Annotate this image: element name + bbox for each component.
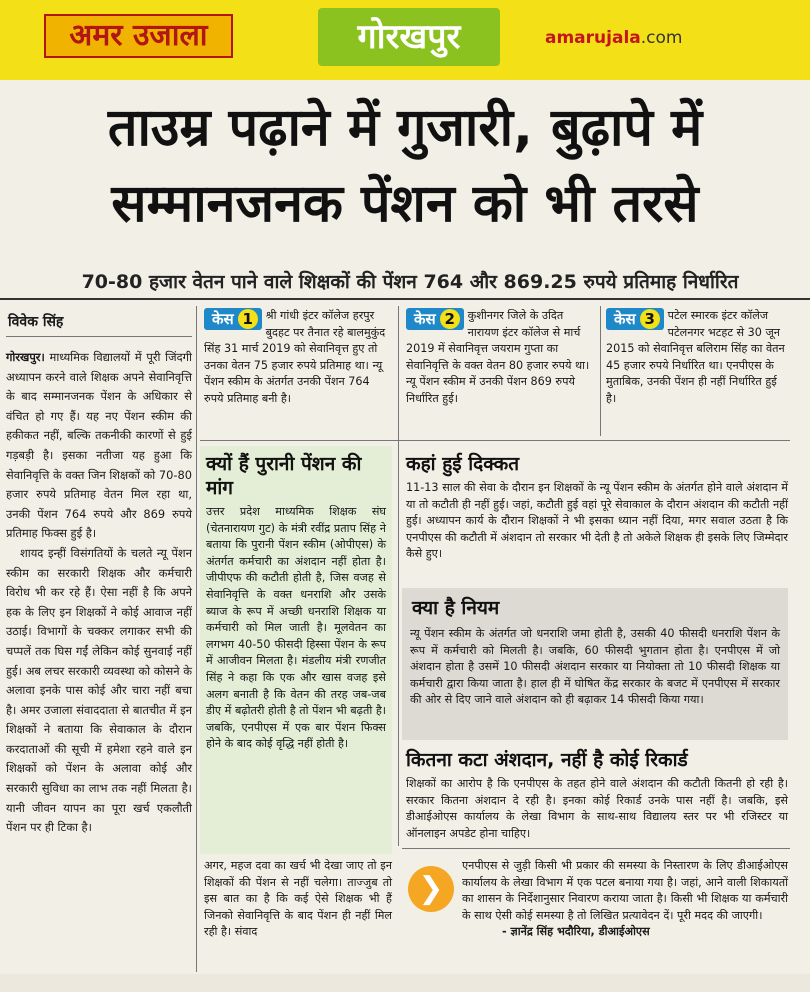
main-story-para-1: माध्यमिक विद्यालयों में पूरी जिंदगी अध्यापन करने वाले शिक्षक अपने सेवानिवृत्ति के बाद सम्मानजनक पेंशन के अधिकार से वंचित हो गए हैं। यह नए पेंशन स्कीम की हकीकत नहीं, बल्कि तकनीकी कारणों से हुई गड़बड़ी है। इसका नतीजा यह हुआ कि सेवानिवृत्ति के वक्त जिन शिक्षकों को 70-80 हजार रुपये प्रतिमाह वेतन मिल रहा था, उनकी पेंशन 764 रुपये और 869 रुपये प्रतिमाह फिक्स हुई है। xyxy=(6,350,192,541)
case-3 xyxy=(606,308,790,407)
main-story xyxy=(6,348,192,838)
divider xyxy=(0,298,810,300)
rule-box xyxy=(402,588,788,740)
byline: विवेक सिंह xyxy=(8,314,64,330)
old-pension-text: उत्तर प्रदेश माध्यमिक शिक्षक संघ (चेतनारायण गुट) के मंत्री रवींद्र प्रताप सिंह ने बताया कि पुरानी पेंशन स्कीम (ओपीएस) के अंतर्गत कर्मचारी का अंशदान नहीं होता है। जीपीएफ की कटौती होती है, जिस वजह से सेवानिवृत्ति के वक्त धनराशि और उसके ब्याज के रूप में अच्छी धनराशि शिक्षक या कर्मचारी को मिल जाती है। मूलवेतन का लगभग 40-50 फीसदी हिस्सा पेंशन के रूप में आजीवन मिलता है। मंडलीय मंत्री रणजीत सिंह ने कहा कि एक और खास वजह इसे अलग बनाती है कि वेतन की तरह जब-जब डीए में बढ़ोतरी होती है तो पेंशन भी बढ़ती है। जबकि, एनपीएस में एक बार पेंशन फिक्स होने के बाद कोई वृद्धि नहीं होती है। xyxy=(206,505,386,751)
column-rule xyxy=(600,306,601,436)
case-label: केस xyxy=(414,310,436,328)
problem-title: कहां हुई दिक्कत xyxy=(406,453,520,475)
divider xyxy=(402,848,790,849)
headline-line-1: ताउम्र पढ़ाने में गुजारी, बुढ़ापे में xyxy=(107,98,703,158)
old-pension-title: क्यों हैं पुरानी पेंशन की मांग xyxy=(206,453,362,499)
rule-title: क्या है नियम xyxy=(412,597,500,619)
record-title: कितना कटा अंशदान, नहीं है कोई रिकार्ड xyxy=(406,749,688,771)
dateline: गोरखपुर। xyxy=(6,350,45,364)
site-url-main: amarujala xyxy=(545,28,641,48)
quote-text: एनपीएस से जुड़ी किसी भी प्रकार की समस्या के निस्तारण के लिए डीआईओएस कार्यालय के लेखा विभाग में एक पटल बनाया गया है। जहां, आने वाली शिकायतों का शासन के निर्देशानुसार निवारण कराया जाता है। किसी भी शिक्षक या कर्मचारी के साथ ऐसी कोई समस्या है तो लिखित प्रत्यावेदन दें। पूरी मदद की जाएगी। xyxy=(462,859,788,922)
case-text: श्री गांधी इंटर कॉलेज हरपुर बुदहट पर तैनात रहे बालमुकुंद सिंह 31 मार्च 2019 को सेवानिवृत्त हुए तो उनका वेतन 75 हजार रुपये प्रतिमाह था। न्यू पेंशन स्कीम के अंतर्गत उनकी पेंशन 764 रुपये प्रतिमाह बनी है। xyxy=(204,309,386,405)
problem-text: 11-13 साल की सेवा के दौरान इन शिक्षकों के न्यू पेंशन स्कीम के अंतर्गत होने वाले अंशदान में या तो कटौती ही नहीं हुई। जहां, कटौती हुई वहां पूरे सेवाकाल के दौरान अंशदान की कटौती नहीं हुई। अध्यापन कार्य के दौरान शिक्षकों ने भी इसका ध्यान नहीं दिया, मगर सवाल उठता है कि एनपीएस की कटौती में अंशदान तो सरकार भी देती है तो अकेले शिक्षक ही इसके लिए जिम्मेदार कैसे हुए। xyxy=(406,481,788,561)
story-continuation: अगर, महज दवा का खर्च भी देखा जाए तो इन शिक्षकों की पेंशन से नहीं चलेगा। ताज्जुब तो इस बात का है कि कई ऐसे शिक्षक भी हैं जिनको सेवानिवृत्ति के बाद पेंशन ही नहीं मिल रही है। संवाद xyxy=(204,859,392,939)
case-badge xyxy=(606,308,664,330)
divider xyxy=(200,440,790,441)
case-badge xyxy=(204,308,262,330)
old-pension-box xyxy=(200,446,392,854)
rule-text: न्यू पेंशन स्कीम के अंतर्गत जो धनराशि जमा होती है, उसकी 40 फीसदी धनराशि पेंशन के रूप में कर्मचारी को मिलती है। जबकि, 60 फीसदी भुगतान होता है। एनपीएस में जो अंशदान होता है उसमें 10 फीसदी अंशदान सरकार या नियोक्ता तो 10 फीसदी शिक्षक या कर्मचारी द्वारा किया जाता है। हाल ही में घोषित केंद्र सरकार के बजट में एनपीएस में सरकार की ओर से दिए जाने वाले अंशदान को ही बढ़ाकर 14 फीसदी किया गया। xyxy=(410,627,780,707)
case-label: केस xyxy=(614,310,636,328)
case-number: 1 xyxy=(238,309,258,329)
column-rule xyxy=(398,306,399,846)
case-2 xyxy=(406,308,594,407)
case-1 xyxy=(204,308,392,407)
quote-attribution: - ज्ञानेंद्र सिंह भदौरिया, डीआईओएस xyxy=(502,925,650,939)
case-label: केस xyxy=(212,310,234,328)
city-tag: गोरखपुर xyxy=(318,8,500,66)
site-url xyxy=(545,28,682,48)
subheadline: 70-80 हजार वेतन पाने वाले शिक्षकों की पेंशन 764 और 869.25 रुपये प्रतिमाह निर्धारित xyxy=(81,271,739,293)
next-story-strip xyxy=(0,974,810,992)
case-number: 2 xyxy=(440,309,460,329)
divider xyxy=(6,336,192,337)
headline-line-2: सम्मानजनक पेंशन को भी तरसे xyxy=(111,174,699,234)
case-badge xyxy=(406,308,464,330)
column-rule xyxy=(196,306,197,972)
quote-icon: ❯ xyxy=(408,866,454,912)
case-number: 3 xyxy=(640,309,660,329)
record-text: शिक्षकों का आरोप है कि एनपीएस के तहत होने वाले अंशदान की कटौती कितनी हो रही है। सरकार कितना अंशदान दे रही है। इनका कोई रिकार्ड उनके पास नहीं है। जबकि, इसे डीआईओएस कार्यालय के लेखा विभाग के साथ-साथ विद्यालय स्तर पर भी रजिस्टर या ऑनलाइन अपडेट होना चाहिए। xyxy=(406,777,788,840)
case-text: कुशीनगर जिले के उदित नारायण इंटर कॉलेज से मार्च 2019 में सेवानिवृत्त जयराम गुप्ता का सेवानिवृत्ति के वक्त वेतन 80 हजार रुपये था। न्यू पेंशन स्कीम में उनकी पेंशन 869 रुपये निर्धारित हुई। xyxy=(406,309,590,405)
official-quote xyxy=(462,858,788,941)
brand-logo: अमर उजाला xyxy=(44,14,233,58)
main-story-para-2: शायद इन्हीं विसंगतियों के चलते न्यू पेंशन स्कीम का सरकारी शिक्षक और कर्मचारी विरोध भी कर रहे हैं। ऐसा नहीं है कि अपने हक के लिए इन शिक्षकों ने कोई आवाज नहीं उठाई। विभागों के चक्कर लगाकर सभी की चप्पलें तक घिस गईं लेकिन कोई सुनवाई नहीं हुई। अब लचर सरकारी व्यवस्था को कोसने के अलावा इनके पास कोई और चारा नहीं बचा है। अमर उजाला संवाददाता से बातचीत में इन शिक्षकों ने बताया कि सेवाकाल के दौरान करदाताओं की सूची में हमेशा रहने वाले इन शिक्षकों को पेंशन के अलावा कोई और सरकारी सुविधा का लाभ तक नहीं मिलता है। यानी जीवन यापन का पूरा खर्च एकलौती पेंशन पर ही टिका है। xyxy=(6,545,192,835)
case-text: पटेल स्मारक इंटर कॉलेज पटेलनगर भटहट से 30 जून 2015 को सेवानिवृत्त बलिराम सिंह का वेतन 45 हजार रुपये निर्धारित था। एनपीएस के मुताबिक, उनकी पेंशन ही नहीं निर्धारित हुई है। xyxy=(606,309,785,405)
site-url-suffix: .com xyxy=(640,28,683,48)
